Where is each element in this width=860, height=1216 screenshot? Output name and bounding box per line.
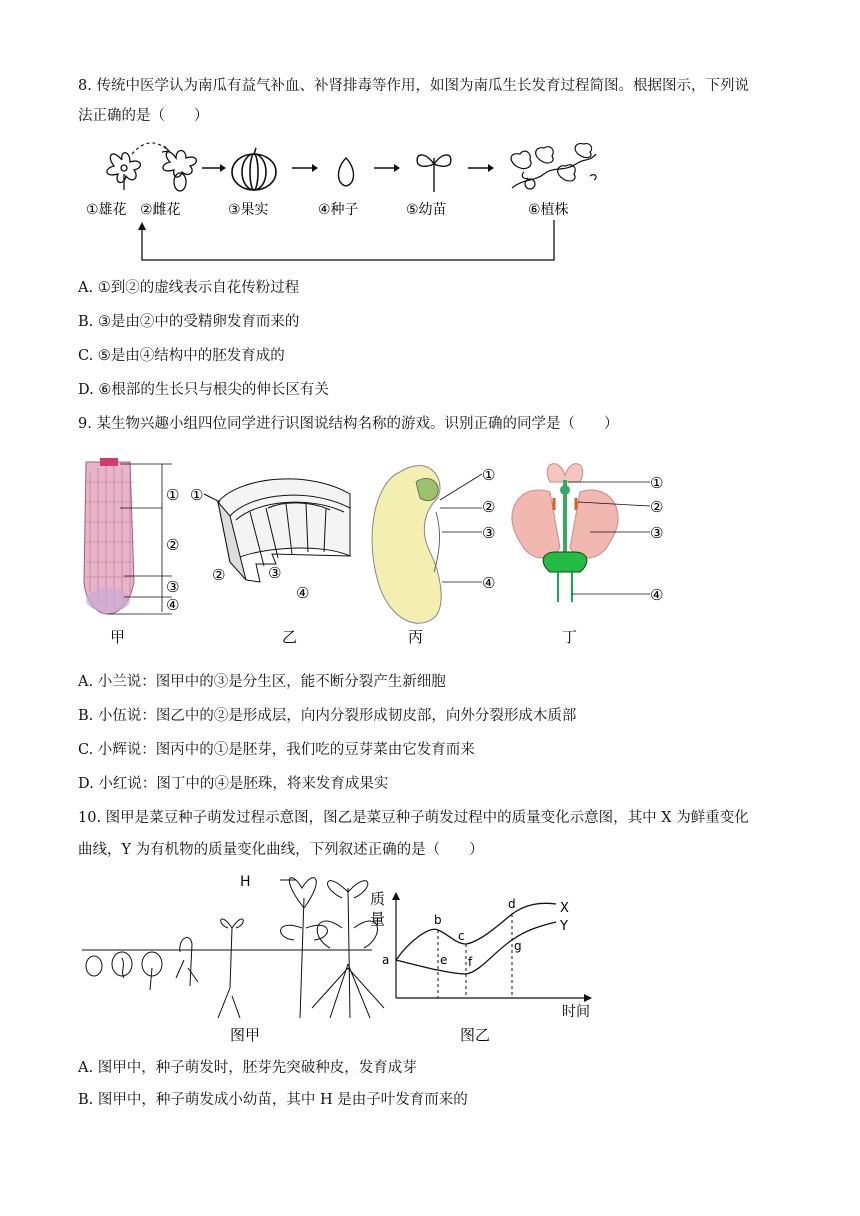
point-c: c bbox=[458, 929, 465, 943]
label-seed: ④种子 bbox=[318, 202, 359, 218]
jia-label-2: ② bbox=[166, 536, 180, 554]
jia-label-4: ④ bbox=[166, 596, 180, 614]
yi-label-1: ① bbox=[190, 486, 204, 504]
q9-option-a: A. 小兰说：图甲中的③是分生区，能不断分裂产生新细胞 bbox=[78, 674, 446, 690]
xlabel: 时间 bbox=[562, 1004, 590, 1020]
seedling-icon bbox=[417, 155, 451, 192]
q9-option-d: D. 小红说：图丁中的④是胚珠，将来发育成果实 bbox=[78, 776, 389, 792]
label-female-flower: ②雌花 bbox=[140, 202, 181, 218]
point-d: d bbox=[508, 897, 516, 911]
flower-illustration bbox=[512, 464, 650, 602]
pumpkin-fruit-icon bbox=[232, 148, 276, 190]
q8-stem-line1: 8. 传统中医学认为南瓜有益气补血、补肾排毒等作用，如图为南瓜生长发育过程简图。根据图示，下列说 bbox=[78, 78, 749, 94]
q8-option-b: B. ③是由②中的受精卵发育而来的 bbox=[78, 314, 300, 330]
point-a: a bbox=[382, 953, 390, 967]
ding-label-3: ③ bbox=[650, 524, 664, 542]
point-b: b bbox=[434, 913, 442, 927]
q9-option-b: B. 小伍说：图乙中的②是形成层，向内分裂形成韧皮部，向外分裂形成木质部 bbox=[78, 708, 577, 724]
point-g: g bbox=[514, 939, 522, 953]
point-e: e bbox=[440, 953, 448, 967]
q9-figure bbox=[80, 452, 680, 652]
q9-option-c: C. 小辉说：图丙中的①是胚芽，我们吃的豆芽菜由它发育而来 bbox=[78, 742, 475, 758]
female-flower-icon bbox=[163, 151, 196, 192]
fig-b-caption: 图乙 bbox=[460, 1026, 491, 1044]
pumpkin-plant-icon bbox=[511, 144, 596, 189]
q9-stem: 9. 某生物兴趣小组四位同学进行识图说结构名称的游戏。识别正确的同学是（ ） bbox=[78, 416, 619, 432]
q8-option-a: A. ①到②的虚线表示自花传粉过程 bbox=[78, 280, 300, 296]
jia-label-1: ① bbox=[166, 486, 180, 504]
fig-a-caption: 图甲 bbox=[230, 1026, 261, 1044]
fig-ding-caption: 丁 bbox=[562, 628, 578, 646]
q8-option-d: D. ⑥根部的生长只与根尖的伸长区有关 bbox=[78, 382, 329, 398]
point-f: f bbox=[468, 955, 473, 969]
q10-option-a: A. 图甲中，种子萌发时，胚芽先突破种皮，发育成芽 bbox=[78, 1060, 417, 1076]
bing-label-4: ④ bbox=[482, 574, 496, 592]
bing-label-1: ① bbox=[482, 466, 496, 484]
q10-figure bbox=[80, 868, 610, 1048]
fig-bing-caption: 丙 bbox=[408, 628, 424, 646]
label-fruit: ③果实 bbox=[228, 202, 269, 218]
seed-icon bbox=[339, 158, 354, 186]
q8-stem-line2: 法正确的是（ ） bbox=[78, 108, 209, 124]
label-plant: ⑥植株 bbox=[528, 202, 569, 218]
label-male-flower: ①雄花 bbox=[86, 202, 127, 218]
cycle-return-arrow bbox=[142, 220, 554, 260]
jia-label-3: ③ bbox=[166, 578, 180, 596]
ylabel-1: 质 bbox=[370, 890, 386, 908]
ding-label-4: ④ bbox=[650, 586, 664, 604]
series-x-line bbox=[396, 903, 556, 960]
root-tip-illustration bbox=[84, 458, 172, 614]
label-seedling: ⑤幼苗 bbox=[406, 202, 447, 218]
q8-option-c: C. ⑤是由④结构中的胚发育成的 bbox=[78, 348, 285, 364]
yi-label-4: ④ bbox=[296, 584, 310, 602]
pumpkin-lifecycle-figure bbox=[84, 138, 604, 268]
bean-seed-illustration bbox=[372, 465, 482, 623]
yi-label-3: ③ bbox=[268, 564, 282, 582]
fig-yi-caption: 乙 bbox=[282, 628, 298, 646]
bing-label-3: ③ bbox=[482, 524, 496, 542]
q10-stem-line2: 曲线，Y 为有机物的质量变化曲线，下列叙述正确的是（ ） bbox=[78, 842, 484, 858]
label-h: H bbox=[240, 874, 251, 890]
q10-option-b: B. 图甲中，种子萌发成小幼苗，其中 H 是由子叶发育而来的 bbox=[78, 1092, 468, 1108]
series-x-label: X bbox=[560, 901, 569, 916]
bing-label-2: ② bbox=[482, 498, 496, 516]
series-y-line bbox=[396, 922, 556, 974]
yi-label-2: ② bbox=[212, 566, 226, 584]
q10-stem-line1: 10. 图甲是菜豆种子萌发过程示意图，图乙是菜豆种子萌发过程中的质量变化示意图，其中 X 为鲜重变化 bbox=[78, 810, 749, 826]
germination-stages-illustration bbox=[86, 878, 384, 1018]
ding-label-2: ② bbox=[650, 498, 664, 516]
ylabel-2: 量 bbox=[370, 910, 386, 928]
ding-label-1: ① bbox=[650, 474, 664, 492]
fig-jia-caption: 甲 bbox=[110, 628, 126, 646]
male-flower-icon bbox=[107, 153, 140, 190]
series-y-label: Y bbox=[560, 919, 568, 934]
